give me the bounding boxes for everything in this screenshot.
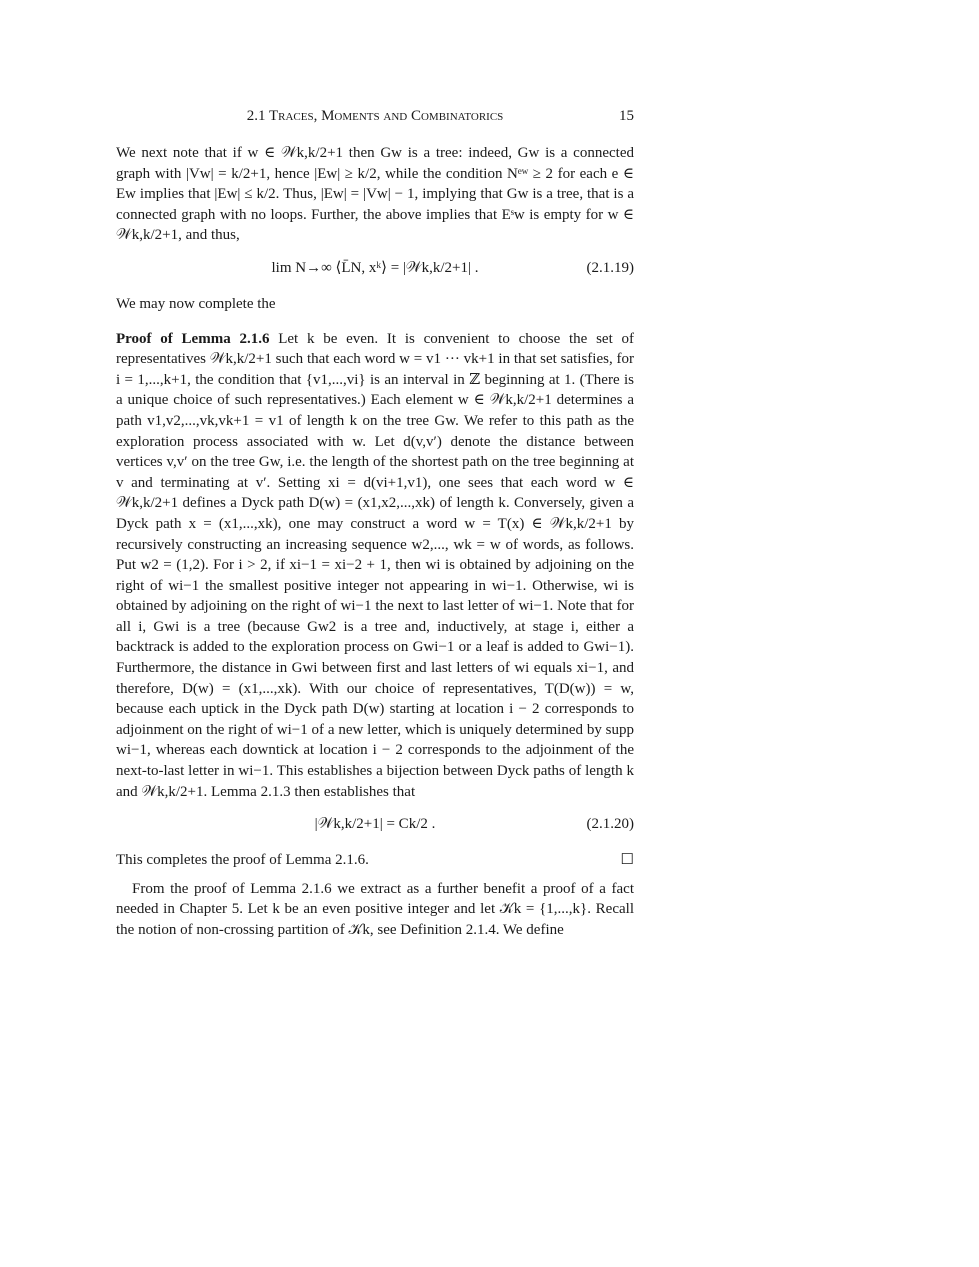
paragraph-noncrossing: From the proof of Lemma 2.1.6 we extract as a further benefit a proof of a fact needed in Chapter 5. Let k be an even positive integer and let 𝒦k = {1,...,k}. Recall the notion of non-crossing partition of 𝒦k, see Definition 2.1.4. We define xyxy=(116,880,634,938)
proof-label: Proof of Lemma 2.1.6 xyxy=(116,330,270,347)
page-body xyxy=(116,143,634,941)
equation-2-1-20 xyxy=(116,812,634,836)
proof-end-text: This completes the proof of Lemma 2.1.6. xyxy=(116,852,369,869)
equation-number: (2.1.20) xyxy=(586,816,634,833)
paragraph-tree-argument: We next note that if w ∈ 𝒲k,k/2+1 then Gw is a tree: indeed, Gw is a connected graph with |Vw| = k/2+1, hence |Ew| ≥ k/2, while the condition Nᵉʷ ≥ 2 for each e ∈ Ew implies that |Ew| ≤ k/2. Thus, |Ew| = |Vw| − 1, implying that Gw is a tree, that is a connected graph with no loops. Further, the above implies that Eˢw is empty for w ∈ 𝒲k,k/2+1, and thus, xyxy=(116,145,634,244)
equation-formula: |𝒲k,k/2+1| = Ck/2 . xyxy=(314,816,436,833)
section-title: 2.1 Traces, Moments and Combinatorics xyxy=(246,108,504,124)
qed-square-icon: ☐ xyxy=(620,852,634,869)
equation-formula: lim N→∞ ⟨L̄N, xᵏ⟩ = |𝒲k,k/2+1| . xyxy=(271,259,479,276)
page-number: 15 xyxy=(619,108,634,124)
equation-2-1-19 xyxy=(116,256,634,280)
equation-number: (2.1.19) xyxy=(586,259,634,276)
paragraph-proof xyxy=(116,329,634,803)
paragraph-intro-proof: We may now complete the xyxy=(116,295,276,312)
paragraph-proof-end xyxy=(116,850,634,871)
proof-text: Let k be even. It is convenient to choose the set of representatives 𝒲k,k/2+1 such that each word w = v1 ··· vk+1 in that set satisfies, for i = 1,...,k+1, the condition that {v1,...,vi} is an interval in ℤ beginning at 1. (There is a unique choice of such representatives.) Each element w ∈ 𝒲k,k/2+1 determines a path v1,v2,...,vk,vk+1 = v1 of length k on the tree Gw. We refer to this path as the exploration process associated with w. Let d(v,v′) denote the distance between vertices v,v′ on the tree Gw, i.e. the length of the shortest path on the tree beginning at v and terminating at v′. Setting xi = d(vi+1,v1), one sees that each word w ∈ 𝒲k,k/2+1 defines a Dyck path D(w) = (x1,x2,...,xk) of length k. Conversely, given a Dyck path x = (x1,...,xk), one may construct a word w = T(x) ∈ 𝒲k,k/2+1 by recursively constructing an increasing sequence w2,..., wk = w of words, as follows. Put w2 = (1,2). For i > 2, if xi−1 = xi−2 + 1, then wi is obtained by adjoining on the right of wi−1 the smallest positive integer not appearing in wi−1. Otherwise, wi is obtained by adjoining on the right of wi−1 the next to last letter of wi−1. Note that for all i, Gwi is a tree (because Gw2 is a tree and, inductively, at stage i, either a backtrack is added to the exploration process on Gwi−1 or a leaf is added to Gwi−1). Furthermore, the distance in Gwi between first and last letters of wi equals xi−1, and therefore, D(w) = (x1,...,xk). With our choice of representatives, T(D(w)) = w, because each uptick in the Dyck path D(w) starting at location i − 2 corresponds to adjoinment on the right of wi−1 of a new letter, which is uniquely determined by supp wi−1, whereas each downtick at location i − 2 corresponds to the adjoinment of the next-to-last letter in wi−1. This establishes a bijection between Dyck paths of length k and 𝒲k,k/2+1. Lemma 2.1.3 then establishes that xyxy=(116,330,634,800)
